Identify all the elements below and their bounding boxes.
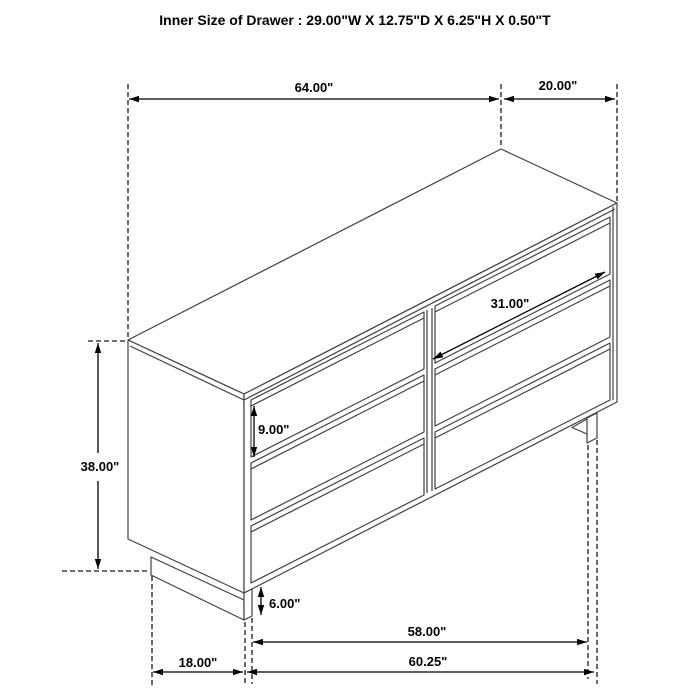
dim-label-overall-width: 60.25": [408, 654, 448, 669]
dim-label-side-depth: 18.00": [178, 655, 218, 670]
dresser-body: [128, 149, 617, 620]
page-title: Inner Size of Drawer : 29.00"W X 12.75"D X 6.25"H X 0.50"T: [159, 12, 551, 28]
dim-label-front-width: 58.00": [407, 624, 447, 639]
dim-label-drawer-width: 31.00": [490, 296, 530, 311]
dim-label-top-depth: 20.00": [538, 78, 578, 93]
dim-label-base-height: 6.00": [269, 596, 301, 611]
dim-label-drawer-height: 9.00": [258, 422, 290, 437]
dim-label-overall-height: 38.00": [80, 459, 120, 474]
dim-label-top-width: 64.00": [294, 80, 334, 95]
front-right-leg: [587, 413, 597, 443]
front-left-leg: [244, 589, 252, 620]
